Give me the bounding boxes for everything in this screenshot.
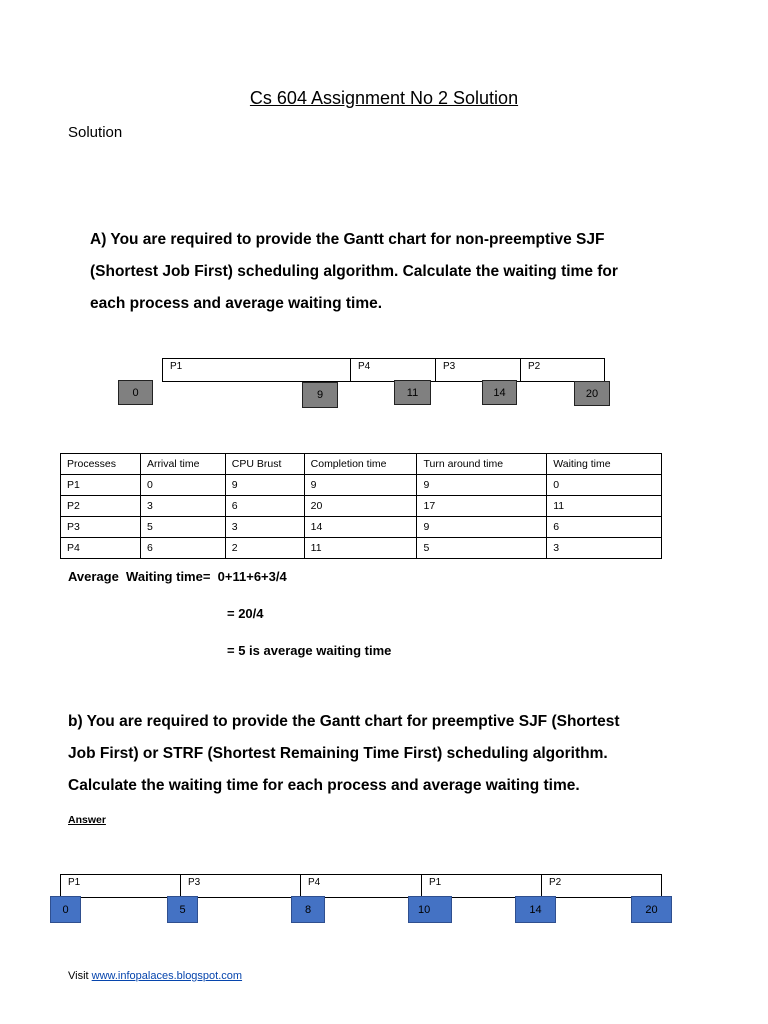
table-cell: P2 <box>61 496 141 517</box>
gantt-a-tick: 11 <box>394 380 431 405</box>
table-cell: 9 <box>417 517 547 538</box>
table-cell: 6 <box>140 538 225 559</box>
gantt-b-segment: P4 <box>301 875 422 897</box>
part-b-line-2: Job First) or STRF (Shortest Remaining Time First) scheduling algorithm. <box>68 745 608 762</box>
table-cell: 9 <box>304 475 417 496</box>
table-cell: 3 <box>140 496 225 517</box>
table-cell: 6 <box>547 517 662 538</box>
table-cell: 6 <box>225 496 304 517</box>
footer-prefix: Visit <box>68 970 92 982</box>
part-b-line-1: b) You are required to provide the Gantt chart for preemptive SJF (Shortest <box>68 713 620 730</box>
table-cell: P1 <box>61 475 141 496</box>
gantt-a-segment: P3 <box>436 359 521 381</box>
table-cell: 9 <box>225 475 304 496</box>
gantt-b-bar <box>60 874 662 898</box>
footer <box>68 970 242 982</box>
part-a-question <box>90 224 730 320</box>
table-cell: P4 <box>61 538 141 559</box>
gantt-b-segment: P1 <box>422 875 542 897</box>
page-title: Cs 604 Assignment No 2 Solution <box>249 88 519 108</box>
process-table <box>60 453 662 559</box>
gantt-a-tick: 9 <box>302 382 338 408</box>
table-cell: 17 <box>417 496 547 517</box>
gantt-a-segment: P4 <box>351 359 436 381</box>
part-b-line-3: Calculate the waiting time for each process and average waiting time. <box>68 777 580 794</box>
table-header-cell: CPU Brust <box>225 454 304 475</box>
gantt-b-tick: 20 <box>631 896 672 923</box>
table-header-cell: Waiting time <box>547 454 662 475</box>
gantt-b-segment: P3 <box>181 875 301 897</box>
table-cell: 14 <box>304 517 417 538</box>
table-cell: 0 <box>140 475 225 496</box>
part-a-line-2: (Shortest Job First) scheduling algorithm. Calculate the waiting time for <box>90 263 618 280</box>
table-cell: 20 <box>304 496 417 517</box>
table-header-cell: Arrival time <box>140 454 225 475</box>
average-line-3: = 5 is average waiting time <box>227 643 392 658</box>
table-cell: P3 <box>61 517 141 538</box>
gantt-b-tick: 10 <box>408 896 452 923</box>
gantt-a-tick: 14 <box>482 380 517 405</box>
gantt-b-segment: P1 <box>61 875 181 897</box>
average-line-1: Average Waiting time= 0+11+6+3/4 <box>68 569 287 584</box>
table-header-row <box>61 454 662 475</box>
table-cell: 3 <box>547 538 662 559</box>
table-row <box>61 538 662 559</box>
table-row <box>61 517 662 538</box>
gantt-b-tick: 0 <box>50 896 81 923</box>
table-cell: 5 <box>140 517 225 538</box>
solution-heading: Solution <box>68 124 123 141</box>
gantt-b-segment: P2 <box>549 877 562 888</box>
table-cell: 11 <box>304 538 417 559</box>
gantt-b-tick: 8 <box>291 896 325 923</box>
gantt-a-segment: P1 <box>163 359 351 381</box>
gantt-a-segment: P2 <box>528 361 541 372</box>
table-row <box>61 496 662 517</box>
table-cell: 0 <box>547 475 662 496</box>
gantt-b-tick: 5 <box>167 896 198 923</box>
part-a-line-3: each process and average waiting time. <box>90 295 383 312</box>
footer-link[interactable]: www.infopalaces.blogspot.com <box>91 970 243 982</box>
table-header-cell: Processes <box>61 454 141 475</box>
part-a-line-1: A) You are required to provide the Gantt chart for non-preemptive SJF <box>90 231 605 248</box>
gantt-a-bar <box>162 358 605 382</box>
table-cell: 9 <box>417 475 547 496</box>
table-cell: 2 <box>225 538 304 559</box>
gantt-a-tick: 0 <box>118 380 153 405</box>
table-header-cell: Completion time <box>304 454 417 475</box>
answer-label: Answer <box>68 814 106 826</box>
table-header-cell: Turn around time <box>417 454 547 475</box>
table-cell: 3 <box>225 517 304 538</box>
average-line-2: = 20/4 <box>227 606 264 621</box>
gantt-b-tick: 14 <box>515 896 556 923</box>
table-row <box>61 475 662 496</box>
table-cell: 11 <box>547 496 662 517</box>
part-b-question <box>68 706 748 802</box>
gantt-a-tick: 20 <box>574 381 610 406</box>
table-cell: 5 <box>417 538 547 559</box>
